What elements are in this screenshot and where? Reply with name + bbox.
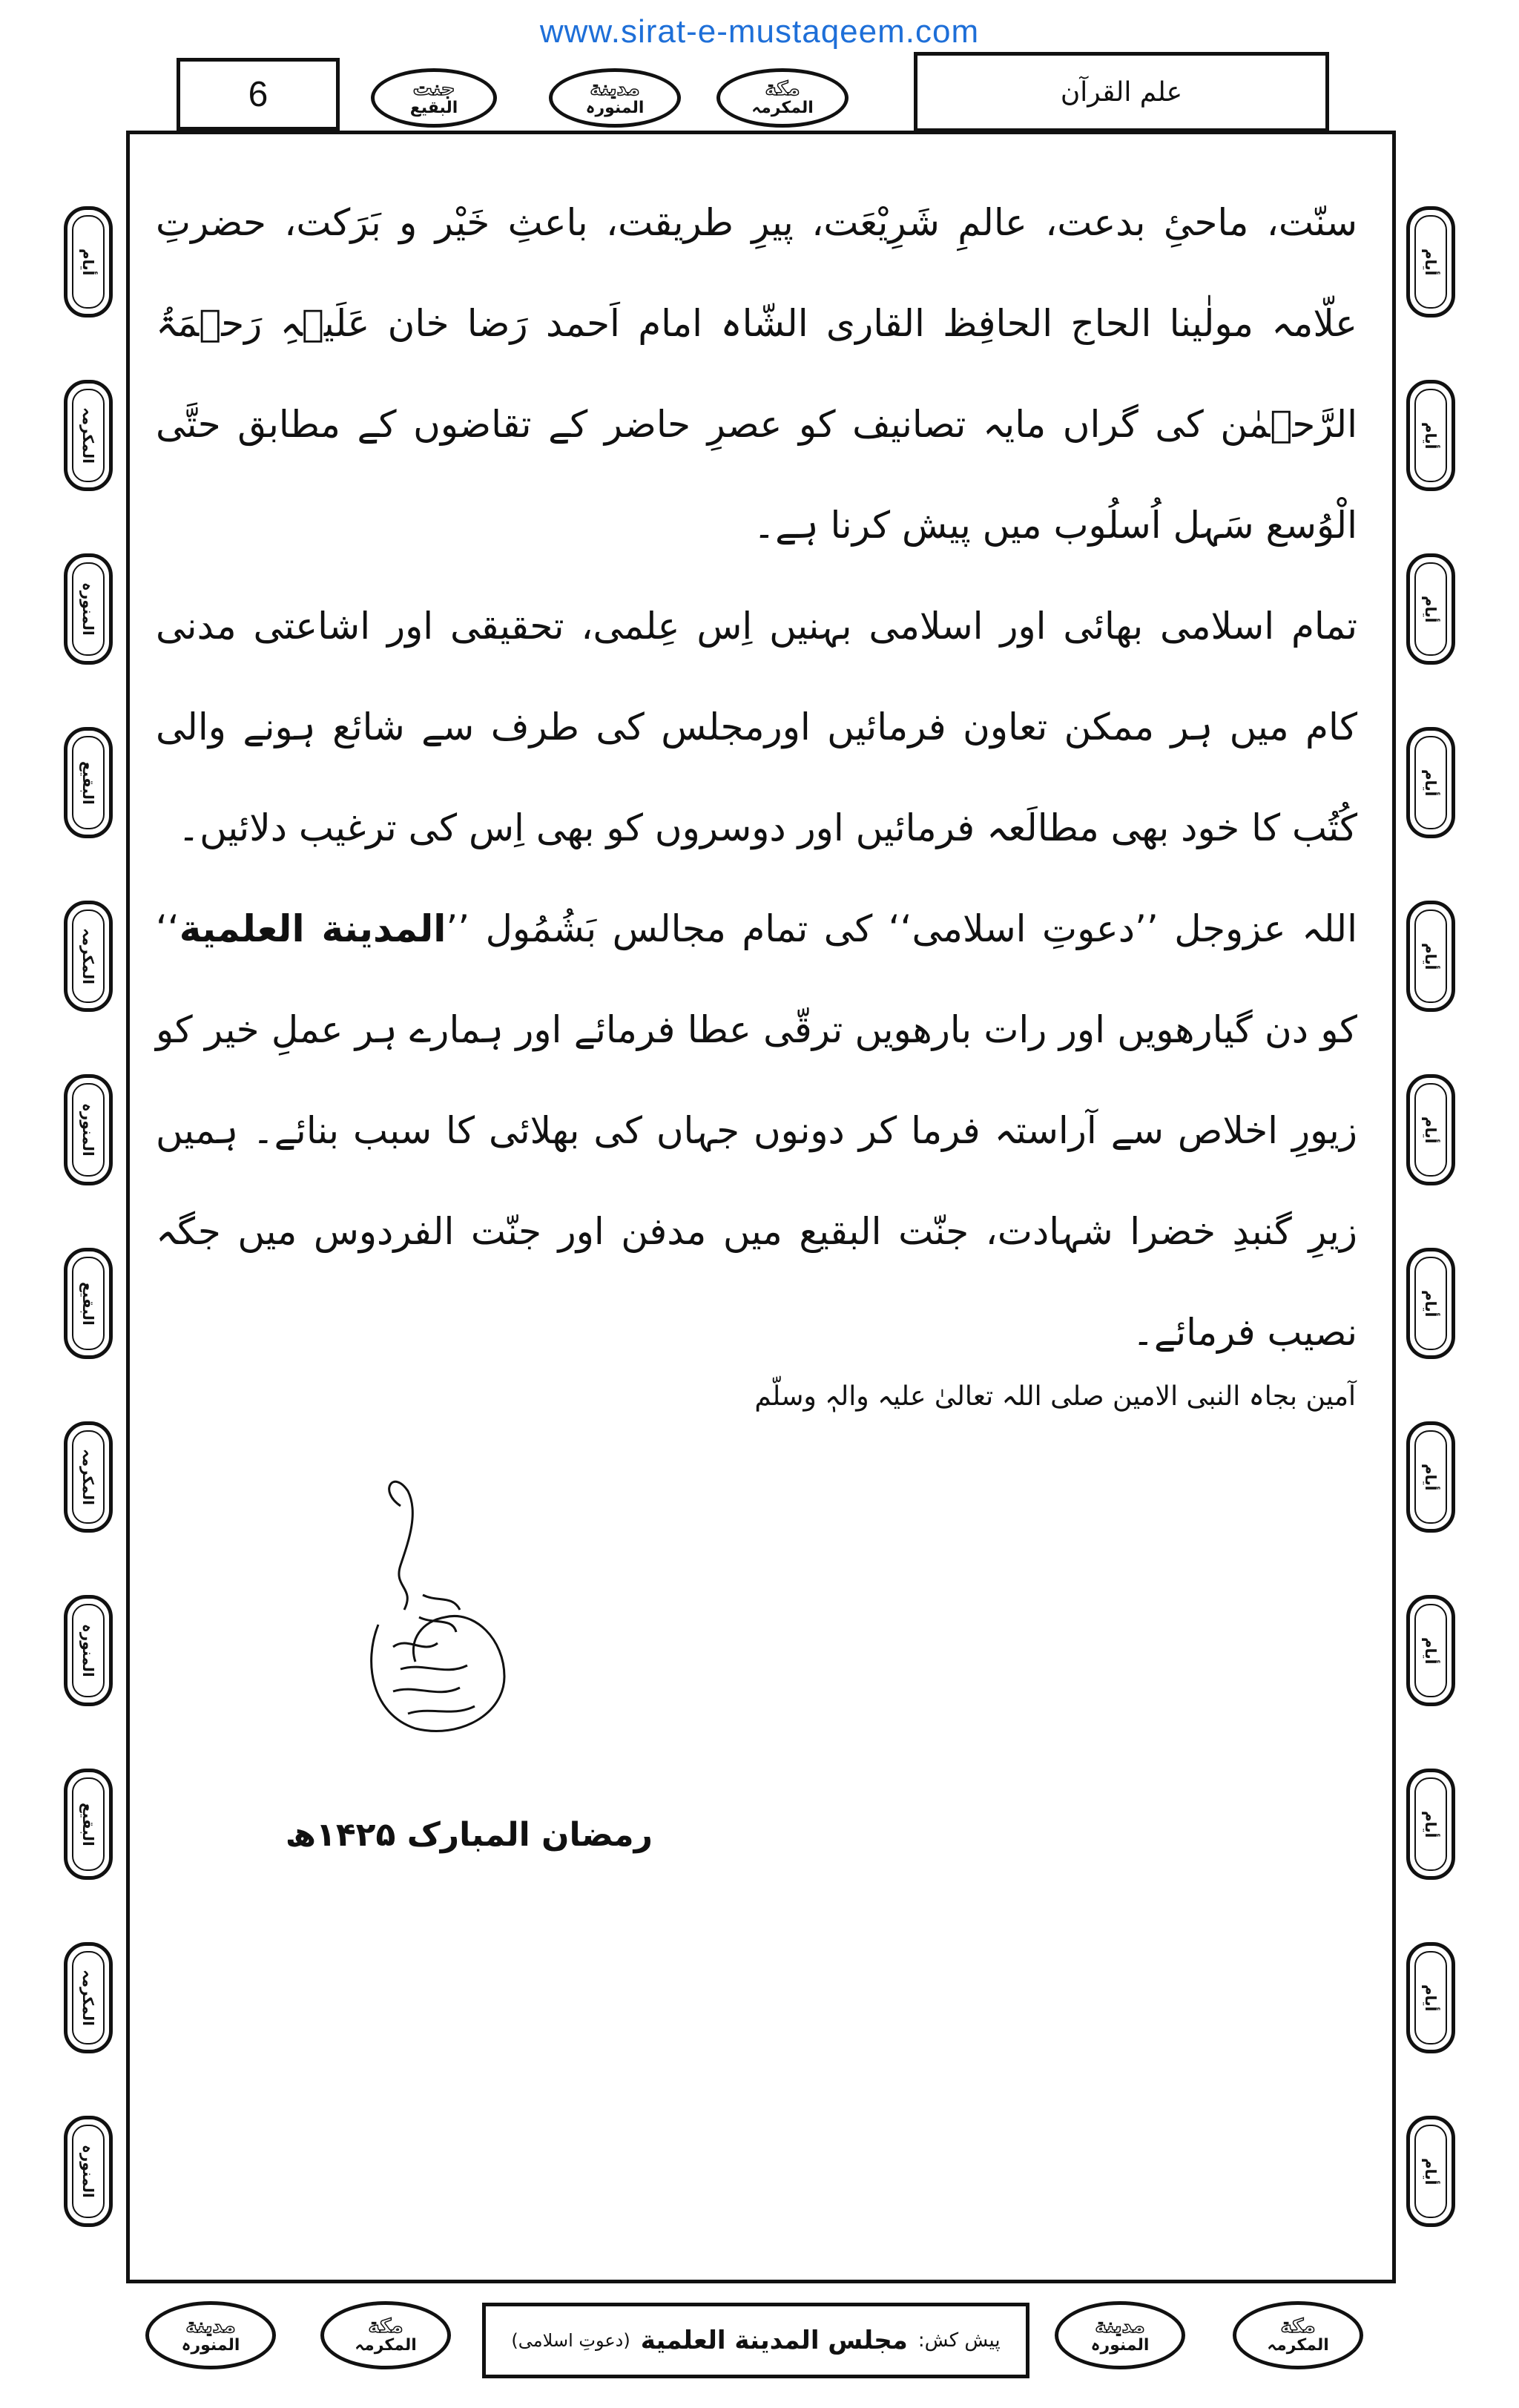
side-ornament <box>64 553 113 665</box>
paragraph-3 <box>156 878 1357 1383</box>
book-title: علم القرآن <box>1060 76 1183 108</box>
badge-line: مکة <box>368 2315 403 2338</box>
side-ornament-label: أیام <box>1414 2125 1447 2218</box>
side-ornament <box>1406 1942 1455 2053</box>
side-ornament <box>1406 380 1455 491</box>
side-ornament <box>64 1769 113 1880</box>
badge-makka <box>716 68 849 128</box>
side-ornament <box>1406 1421 1455 1533</box>
side-ornament-label: أیام <box>1414 736 1447 829</box>
side-ornament-label: أیام <box>1414 389 1447 482</box>
side-ornament <box>64 901 113 1012</box>
side-ornament-label: المنورہ <box>72 1083 105 1177</box>
side-ornament-label: البقیع <box>72 1257 105 1350</box>
publisher-name: مجلس المدینة العلمیة <box>640 2326 908 2355</box>
side-ornament-label: المنورہ <box>72 562 105 656</box>
paragraph-1: سنّت، ماحیِٔ بدعت، عالمِ شَرِیْعَت، پیرِ طریقت، باعثِ خَیْر و بَرَکت، حضرتِ علّامہ مولٰینا الحاج الحافِظ القاری الشّاہ امام اَحمد رَضا خان عَلَیۡہِ رَحۡمَۃُ الرَّحۡمٰن کی گراں مایہ تصانیف کو عصرِ حاضر کے تقاضوں کے مطابق حتَّی الْوُسع سَہل اُسلُوب میں پیش کرنا ہے۔ <box>156 201 1357 547</box>
side-ornament-label: أیام <box>1414 909 1447 1003</box>
badge-line: جنت <box>412 77 455 100</box>
side-ornament-label: أیام <box>72 215 105 309</box>
paragraph-3-end: ‘‘ کو دن گیارھویں اور رات بارھویں ترقّی عطا فرمائے اور ہمارے ہر عملِ خیر کو زیورِ اخلاص سے آراستہ فرما کر دونوں جہاں کی بھلائی کا سبب بنائے۔ ہمیں زیرِ گنبدِ خضرا شہادت، جنّت البقیع میں مدفن اور جنّت الفردوس میں جگہ نصیب فرمائے۔ <box>156 907 1357 1354</box>
book-title-box <box>914 52 1329 132</box>
badge-line: مدینة <box>185 2315 236 2338</box>
side-ornament <box>64 206 113 318</box>
badge-line: المنورہ <box>585 99 645 118</box>
badge-line: المکرمہ <box>355 2336 417 2355</box>
side-ornament-label: المکرمہ <box>72 1430 105 1524</box>
badge-line: البقیع <box>409 99 458 118</box>
side-ornament <box>64 2116 113 2227</box>
side-ornament-label: المکرمہ <box>72 1951 105 2045</box>
side-ornament <box>1406 901 1455 1012</box>
side-ornament <box>1406 206 1455 318</box>
side-ornament-label: المنورہ <box>72 1604 105 1697</box>
publisher-box <box>482 2303 1029 2378</box>
closing-dua: آمین بجاہ النبی الامین صلی اللہ تعالیٰ علیہ والہٖ وسلّم <box>754 1381 1356 1412</box>
badge-line: المنورہ <box>181 2336 240 2355</box>
side-ornament-label: أیام <box>1414 1604 1447 1697</box>
badge-line: مکة <box>1280 2315 1316 2338</box>
side-ornament <box>64 1248 113 1359</box>
side-ornament-label: أیام <box>1414 1777 1447 1871</box>
side-ornament <box>1406 1074 1455 1185</box>
badge-jannat-ul-baqi <box>371 68 497 128</box>
side-ornament-label: المنورہ <box>72 2125 105 2218</box>
side-ornament-label: أیام <box>1414 1951 1447 2045</box>
badge-line: المنورہ <box>1090 2336 1150 2355</box>
side-ornament-label: البقیع <box>72 1777 105 1871</box>
side-ornament <box>64 1942 113 2053</box>
badge-line: المکرمہ <box>1267 2336 1329 2355</box>
publisher-organization: (دعوتِ اسلامی) <box>511 2330 630 2351</box>
paragraph-3-start: اللہ عزوجل ’’دعوتِ اسلامی‘‘ کی تمام مجالس بَشُمُول ’’ <box>446 907 1357 950</box>
footer-badge-makka <box>1233 2301 1363 2369</box>
side-ornament <box>1406 553 1455 665</box>
paragraph-3-highlight: المدینة العلمیة <box>179 907 447 950</box>
publisher-label: پیش کش: <box>917 2329 1001 2352</box>
side-ornament-label: المکرمہ <box>72 909 105 1003</box>
side-ornament <box>1406 1769 1455 1880</box>
paragraph-2: تمام اسلامی بھائی اور اسلامی بہنیں اِس عِلمی، تحقیقی اور اشاعتی مدنی کام میں ہر ممکن تعاون فرمائیں اورمجلس کی طرف سے شائع ہونے والی کُتُب کا خود بھی مطالَعہ فرمائیں اور دوسروں کو بھی اِس کی ترغیب دلائیں۔ <box>156 605 1357 849</box>
badge-line: مدینة <box>1095 2315 1145 2338</box>
side-ornament <box>1406 1248 1455 1359</box>
badge-line: المکرمہ <box>751 99 814 118</box>
footer-badge-madina <box>1055 2301 1185 2369</box>
side-ornament <box>64 380 113 491</box>
side-ornament-label: أیام <box>1414 1083 1447 1177</box>
page-number: 6 <box>248 74 268 114</box>
footer-badge-makka <box>320 2301 451 2369</box>
side-ornament-label: أیام <box>1414 562 1447 656</box>
date: رمضان المبارک ۱۴۲۵ھ <box>285 1816 653 1854</box>
footer-badge-madina <box>145 2301 276 2369</box>
page-number-box <box>177 58 340 131</box>
badge-line: مکة <box>765 77 800 100</box>
side-ornament-label: المکرمہ <box>72 389 105 482</box>
badge-line: مدینة <box>590 77 640 100</box>
badge-madina <box>549 68 681 128</box>
side-ornament <box>64 1074 113 1185</box>
signature <box>349 1476 527 1743</box>
side-ornament <box>1406 1595 1455 1706</box>
side-ornament <box>64 1595 113 1706</box>
main-text <box>156 172 1357 1383</box>
side-ornament <box>1406 2116 1455 2227</box>
side-ornament <box>64 1421 113 1533</box>
side-ornament <box>64 727 113 838</box>
side-ornament-label: أیام <box>1414 215 1447 309</box>
side-ornament-label: البقیع <box>72 736 105 829</box>
side-ornament-label: أیام <box>1414 1257 1447 1350</box>
side-ornament-label: أیام <box>1414 1430 1447 1524</box>
website-url[interactable]: www.sirat-e-mustaqeem.com <box>539 13 980 50</box>
side-ornament <box>1406 727 1455 838</box>
